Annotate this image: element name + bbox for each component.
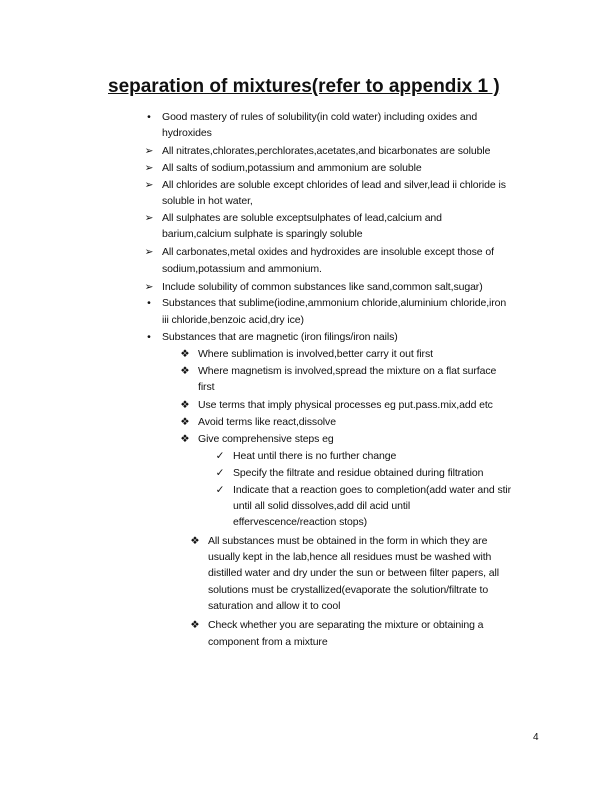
bullet-dot-icon: • [147, 331, 151, 343]
list-item-sublimation-first: Where sublimation is involved,better carry it out first [198, 348, 433, 360]
list-item-chlorides: All chlorides are soluble except chlorides of lead and silver,lead ii chloride is [162, 179, 506, 191]
arrowhead-bullet-icon: ➢ [144, 179, 154, 191]
list-item-sublime: Substances that sublime(iodine,ammonium chloride,aluminium chloride,iron [162, 297, 507, 309]
list-item-reaction-completion: Indicate that a reaction goes to completion(add water and stir [233, 484, 512, 496]
list-item-continuation: soluble in hot water, [162, 195, 253, 207]
list-item-continuation: until all solid dissolves,add dil acid until [233, 500, 411, 512]
list-item-continuation: iii chloride,benzoic acid,dry ice) [162, 314, 304, 326]
arrowhead-bullet-icon: ➢ [144, 212, 154, 224]
list-item-sulphates: All sulphates are soluble exceptsulphates of lead,calcium and [162, 212, 442, 224]
arrowhead-bullet-icon: ➢ [144, 246, 154, 258]
check-mark-icon: ✓ [215, 467, 225, 479]
list-item-filtrate-residue: Specify the filtrate and residue obtained during filtration [233, 467, 484, 479]
list-item-magnetic: Substances that are magnetic (iron filings/iron nails) [162, 331, 398, 343]
diamond-bullet-icon: ❖ [190, 535, 200, 547]
check-mark-icon: ✓ [215, 450, 225, 462]
page-heading: separation of mixtures(refer to appendix 1 ) [108, 76, 500, 97]
list-item-continuation: solutions must be crystallized(evaporate the solution/filtrate to [208, 584, 489, 596]
list-item-solubility-rules: Good mastery of rules of solubility(in cold water) including oxides and [162, 111, 478, 123]
diamond-bullet-icon: ❖ [180, 348, 190, 360]
list-item-heat: Heat until there is no further change [233, 450, 397, 462]
check-mark-icon: ✓ [215, 484, 225, 496]
list-item-continuation: first [198, 381, 215, 393]
diamond-bullet-icon: ❖ [180, 433, 190, 445]
list-item-nitrates: All nitrates,chlorates,perchlorates,acetates,and bicarbonates are soluble [162, 145, 491, 157]
diamond-bullet-icon: ❖ [180, 399, 190, 411]
arrowhead-bullet-icon: ➢ [144, 162, 154, 174]
list-item-continuation: component from a mixture [208, 636, 328, 648]
list-item-continuation: effervescence/reaction stops) [233, 516, 368, 528]
list-item-carbonates: All carbonates,metal oxides and hydroxides are insoluble except those of [162, 246, 494, 258]
list-item-salts: All salts of sodium,potassium and ammonium are soluble [162, 162, 422, 174]
list-item-common-substances: Include solubility of common substances like sand,common salt,sugar) [162, 281, 483, 293]
arrowhead-bullet-icon: ➢ [144, 281, 154, 293]
list-item-continuation: saturation and allow it to cool [208, 600, 341, 612]
arrowhead-bullet-icon: ➢ [144, 145, 154, 157]
bullet-dot-icon: • [147, 111, 151, 123]
list-item-avoid-terms: Avoid terms like react,dissolve [198, 416, 336, 428]
bullet-dot-icon: • [147, 297, 151, 309]
list-item-check-separating: Check whether you are separating the mixture or obtaining a [208, 619, 484, 631]
list-item-continuation: distilled water and dry under the sun or between filter papers, all [208, 567, 499, 579]
diamond-bullet-icon: ❖ [190, 619, 200, 631]
list-item-continuation: usually kept in the lab,hence all residues must be washed with [208, 551, 492, 563]
list-item-continuation: barium,calcium sulphate is sparingly soluble [162, 228, 363, 240]
diamond-bullet-icon: ❖ [180, 416, 190, 428]
page-number: 4 [533, 732, 539, 743]
diamond-bullet-icon: ❖ [180, 365, 190, 377]
list-item-comprehensive-steps: Give comprehensive steps eg [198, 433, 334, 445]
list-item-continuation: sodium,potassium and ammonium. [162, 263, 322, 275]
list-item-continuation: hydroxides [162, 127, 212, 139]
list-item-all-substances: All substances must be obtained in the form in which they are [208, 535, 488, 547]
list-item-magnetism: Where magnetism is involved,spread the mixture on a flat surface [198, 365, 497, 377]
list-item-physical-terms: Use terms that imply physical processes eg put.pass.mix,add etc [198, 399, 493, 411]
